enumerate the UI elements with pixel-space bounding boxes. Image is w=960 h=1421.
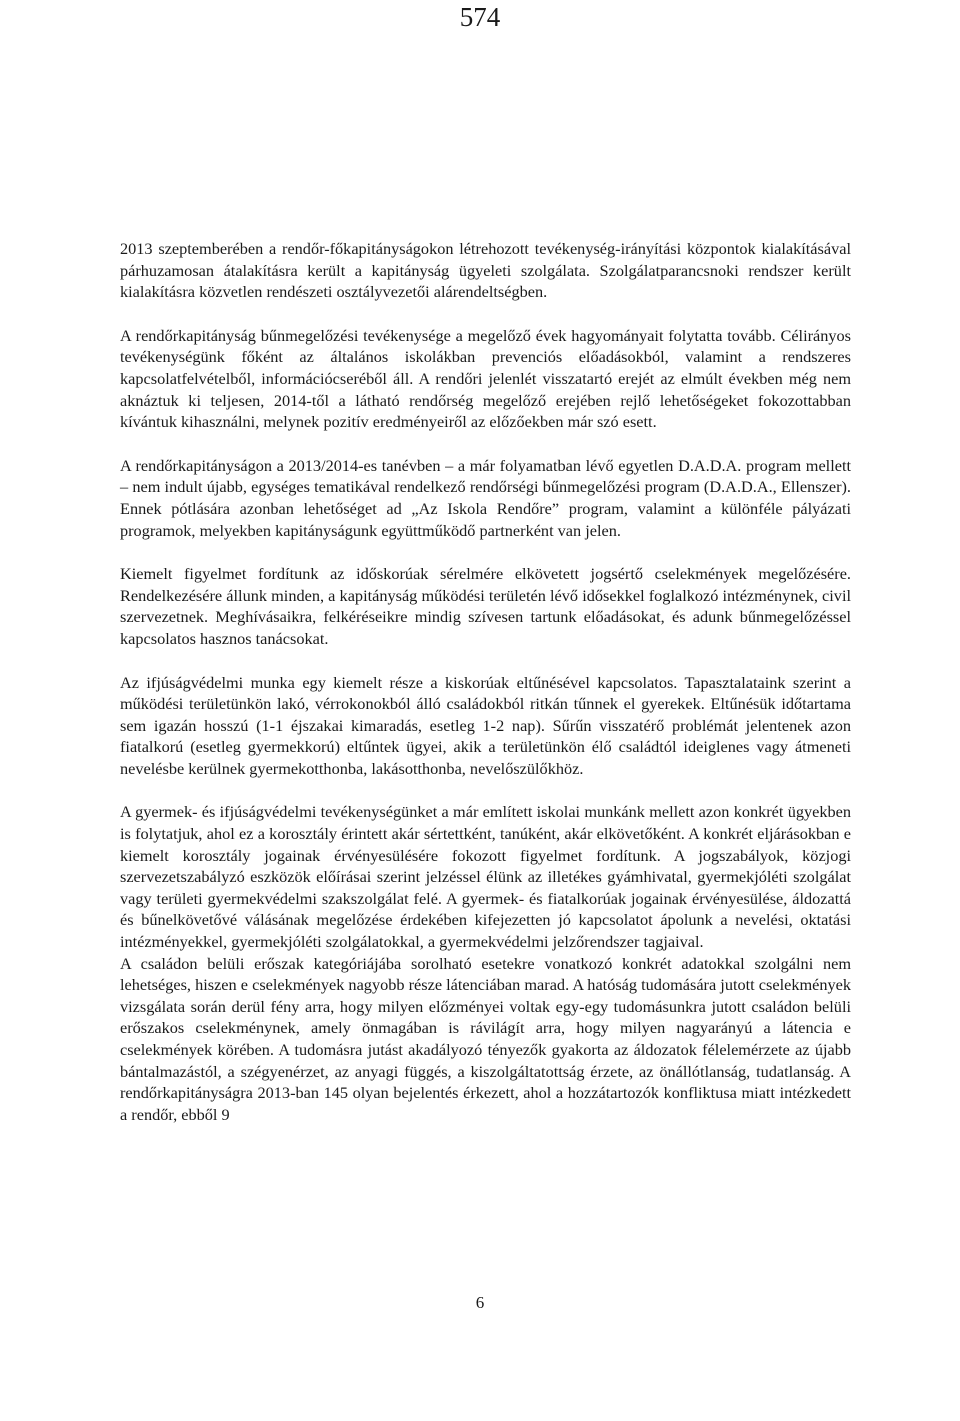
paragraph-domestic-violence: A családon belüli erőszak kategóriájába sorolható esetekre vonatkozó konkrét adatokkal szolgálni nem lehetséges, hiszen e cselekmények nagyobb része látenciában marad. A hatóság tudomására jutott cselekmények vizsgálata során derül fény arra, hogy milyen előzményei voltak egy-egy tudomásunkra jutott családon belüli erőszakos cselekménynek, amely önmagában is rávilágít arra, hogy milyen nagyarányú a látencia e cselekmények körében. A tudomásra jutást akadályozó tényezők gyakorta az áldozatok félelemérzete az újabb bántalmazástól, a szégyenérzet, az anyagi függés, a kiszolgáltatottság érzete, az önállótlanság, tudatlanság. A rendőrkapitányságra 2013-ban 145 olyan bejelentés érkezett, ahol a hozzátartozók konfliktusa miatt intézkedett a rendőr, ebből 9 <box>120 953 851 1124</box>
paragraph-crime-prevention: A rendőrkapitányság bűnmegelőzési tevékenysége a megelőző évek hagyományait folytatta tovább. Célirányos tevékenységünk főként az általános iskolákban prevenciós előadásokból, valamint a rendszeres kapcsolatfelvételből, információcseréből áll. A rendőri jelenlét visszatartó erejét az elmúlt években még nem aknáztuk ki teljesen, 2014-től a látható rendőrség megelőző erejében rejlő lehetőségeket fokozottabban kívántuk kihasználni, melynek pozitív eredményeiről az előzőekben már szó esett. <box>120 325 851 432</box>
document-body <box>120 238 851 1125</box>
paragraph-dada-program: A rendőrkapitányságon a 2013/2014-es tanévben – a már folyamatban lévő egyetlen D.A.D.A. program mellett – nem indult újabb, egységes tematikával rendelkező rendőrségi bűnmegelőzési program (D.A.D.A., Ellenszer). Ennek pótlására azonban lehetőséget ad „Az Iskola Rendőre” program, valamint a különféle pályázati programok, melyekben kapitányságunk együttműködő partnerként van jelen. <box>120 455 851 540</box>
paragraph-child-youth-activities: A gyermek- és ifjúságvédelmi tevékenységünket a már említett iskolai munkánk mellett azon konkrét ügyekben is folytatjuk, ahol ez a korosztály érintett akár sértettként, tanúként, akár elkövetőként. A konkrét eljárásokban e kiemelt korosztály jogainak érvényesülésére fokozott figyelmet fordítunk. A jogszabályok, közjogi szervezetszabályzó eszközök előírásai szerint jelzéssel élünk az illetékes gyámhivatal, gyermekjóléti szolgálat vagy területi gyermekvédelmi szakszolgálat felé. A gyermek- és fiatalkorúak jogainak érvényesülése, áldozattá és bűnelkövetővé válásának megelőzése érdekében kifejezetten jó kapcsolatot ápolunk a nevelési, oktatási intézményekkel, gyermekjóléti szolgálatokkal, a gyermekvédelmi jelzőrendszer tagjaival. <box>120 802 851 952</box>
paragraph-youth-protection: Az ifjúságvédelmi munka egy kiemelt része a kiskorúak eltűnésével kapcsolatos. Tapasztalataink szerint a működési területünkön lakó, vérrokonokból álló családokból ritkán tűnnek el gyerekek. Eltűnésük időtartama sem igazán hosszú (1-1 éjszakai kimaradás, esetleg 1-2 nap). Sűrűn visszatérő problémát jelentenek azon fiatalkorú (esetleg gyermekkorú) eltűntek ügyei, akik a területünkön élő családtól ideiglenes vagy átmeneti nevelésbe kerülnek gyermekotthonba, lakásotthonba, nevelőszülőkhöz. <box>120 672 851 778</box>
page-number-top: 574 <box>459 2 501 32</box>
paragraph-dispatch-center: 2013 szeptemberében a rendőr-főkapitányságokon létrehozott tevékenység-irányítási központok kialakításával párhuzamosan átalakításra került a kapitányság ügyeleti szolgálata. Szolgálatparancsnoki rendszer került kialakításra közvetlen rendészeti osztályvezetői alárendeltségben. <box>120 239 851 302</box>
page-number-bottom: 6 <box>475 1293 485 1312</box>
paragraph-elderly-protection: Kiemelt figyelmet fordítunk az időskorúak sérelmére elkövetett jogsértő cselekmények megelőzésére. Rendelkezésére állunk minden, a kapitányság működési területén lévő idősekkel foglalkozó intézménynek, civil szervezetnek. Meghívásaikra, felkéréseikre mindig szívesen tartunk előadásokat, és adunk bűnmegelőzéssel kapcsolatos hasznos tanácsokat. <box>120 564 851 648</box>
